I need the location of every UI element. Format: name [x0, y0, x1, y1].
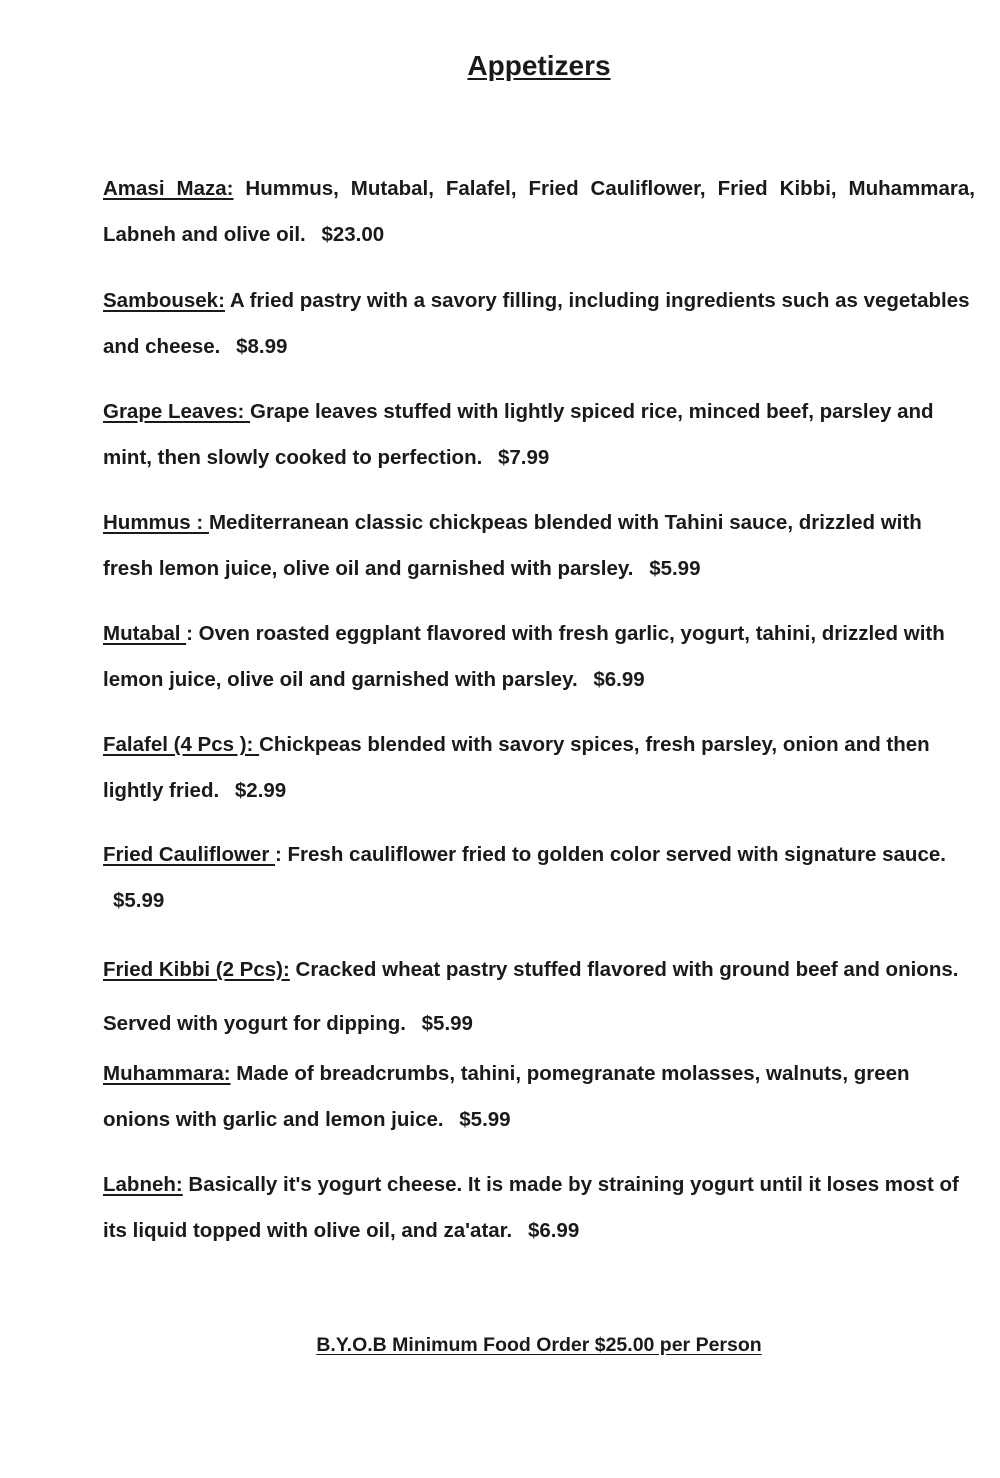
- menu-item-name: Fried Kibbi (2 Pcs):: [103, 958, 290, 981]
- menu-item-description: Basically it's yogurt cheese. It is made by straining yogurt until it loses most of its liquid topped with olive oil, and za'atar.: [103, 1173, 959, 1242]
- menu-item-price: $5.99: [649, 557, 701, 580]
- menu-item-description: Made of breadcrumbs, tahini, pomegranate molasses, walnuts, green onions with garlic and lemon juice.: [103, 1062, 910, 1131]
- menu-item-sambousek: [103, 278, 975, 370]
- menu-item-description: A fried pastry with a savory filling, including ingredients such as vegetables and cheese.: [103, 289, 970, 358]
- menu-item-price: $23.00: [321, 223, 385, 246]
- menu-item-price: $6.99: [593, 668, 645, 691]
- menu-item-description: Grape leaves stuffed with lightly spiced rice, minced beef, parsley and mint, then slowly cooked to perfection.: [103, 400, 934, 469]
- menu-item-name: Falafel (4 Pcs ):: [103, 733, 260, 756]
- menu-item-labneh: [103, 1162, 975, 1254]
- menu-item-name: Muhammara:: [103, 1062, 231, 1085]
- menu-item-mutabal: [103, 611, 975, 703]
- menu-section-title: Appetizers: [467, 50, 611, 81]
- menu-item-name: Fried Cauliflower: [103, 843, 275, 866]
- menu-item-fried-cauliflower: [103, 832, 975, 924]
- menu-item-name: Labneh:: [103, 1173, 183, 1196]
- menu-item-name: Hummus :: [103, 511, 209, 534]
- menu-item-description: : Oven roasted eggplant flavored with fresh garlic, yogurt, tahini, drizzled with lemon juice, olive oil and garnished with parsley.: [103, 622, 945, 691]
- menu-item-price: $5.99: [421, 1012, 473, 1035]
- menu-item-muhammara: [103, 1051, 975, 1143]
- menu-item-description: : Fresh cauliflower fried to golden color served with signature sauce.: [275, 843, 946, 866]
- menu-item-price: $7.99: [498, 446, 550, 469]
- menu-item-falafel: [103, 722, 975, 814]
- menu-item-price: $5.99: [113, 889, 165, 912]
- menu-item-amasi-maza: [103, 166, 975, 258]
- byob-minimum-order-note: B.Y.O.B Minimum Food Order $25.00 per Person: [316, 1334, 762, 1356]
- menu-item-grape-leaves: [103, 389, 975, 481]
- menu-item-price: $2.99: [234, 779, 287, 802]
- menu-item-name: Amasi Maza:: [103, 177, 234, 200]
- menu-item-fried-kibbi: [103, 943, 975, 1051]
- menu-item-description: Cracked wheat pastry stuffed flavored with ground beef and onions. Served with yogurt for dipping.: [103, 958, 959, 1035]
- menu-item-description: Hummus, Mutabal, Falafel, Fried Cauliflower, Fried Kibbi, Muhammara, Labneh and olive oil.: [103, 177, 975, 246]
- menu-item-name: Mutabal: [103, 622, 187, 645]
- menu-item-price: $6.99: [527, 1219, 580, 1242]
- menu-item-description: Mediterranean classic chickpeas blended with Tahini sauce, drizzled with fresh lemon juice, olive oil and garnished with parsley.: [103, 511, 922, 580]
- menu-item-name: Sambousek:: [103, 289, 225, 312]
- menu-item-price: $8.99: [236, 335, 288, 358]
- menu-item-name: Grape Leaves:: [103, 400, 250, 423]
- menu-item-price: $5.99: [459, 1108, 511, 1131]
- menu-item-description: Chickpeas blended with savory spices, fresh parsley, onion and then lightly fried.: [103, 733, 930, 802]
- menu-item-hummus: [103, 500, 975, 592]
